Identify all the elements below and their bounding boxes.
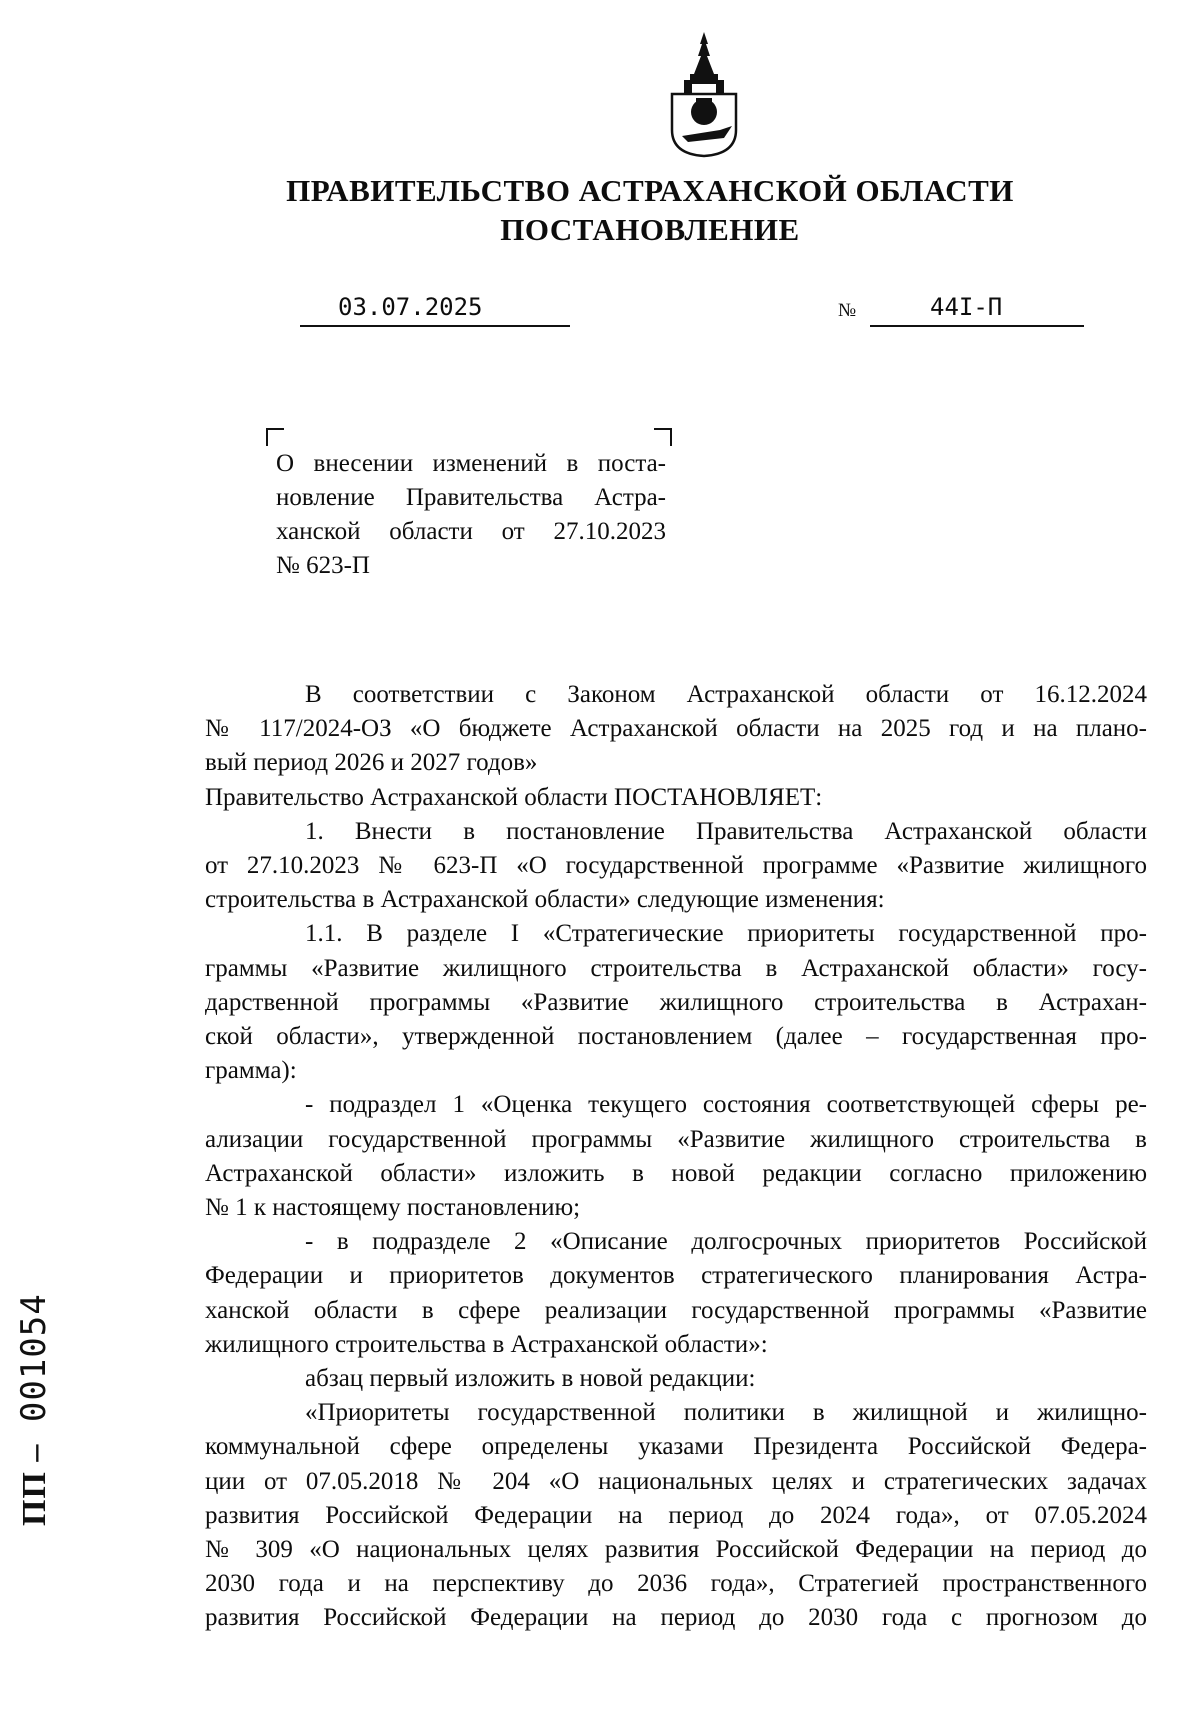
body-line: ализации государственной программы «Развитие жилищного строительства в bbox=[205, 1125, 1147, 1153]
body-line: - в подразделе 2 «Описание долгосрочных приоритетов Российской bbox=[305, 1228, 1147, 1256]
body-line: Правительство Астраханской области ПОСТАНОВЛЯЕТ: bbox=[205, 783, 823, 811]
coat-of-arms-icon bbox=[664, 30, 744, 158]
document-date: 03.07.2025 bbox=[338, 293, 483, 321]
document-type-title: ПОСТАНОВЛЕНИЕ bbox=[500, 212, 800, 247]
body-line: дарственной программы «Развитие жилищного строительства в Астрахан- bbox=[205, 988, 1147, 1016]
number-sign: № bbox=[838, 300, 857, 321]
document-body bbox=[205, 678, 1147, 1636]
body-line: грамма): bbox=[205, 1057, 297, 1085]
body-line: развития Российской Федерации на период до 2030 года с прогнозом до bbox=[205, 1604, 1147, 1632]
body-line: № 309 «О национальных целях развития Российской Федерации на период до bbox=[205, 1536, 1147, 1564]
body-line: № 117/2024-ОЗ «О бюджете Астраханской области на 2025 год и на плано- bbox=[205, 715, 1147, 743]
body-line: 1. Внести в постановление Правительства Астраханской области bbox=[305, 817, 1147, 845]
body-line: строительства в Астраханской области» следующие изменения: bbox=[205, 886, 885, 914]
subject-line: № 623-П bbox=[276, 552, 370, 579]
body-line: № 1 к настоящему постановлению; bbox=[205, 1194, 581, 1222]
body-line: вый период 2026 и 2027 годов» bbox=[205, 749, 538, 777]
subject-line: О внесении изменений в поста- bbox=[276, 450, 666, 477]
body-line: - подраздел 1 «Оценка текущего состояния соответствующей сферы ре- bbox=[305, 1091, 1147, 1119]
body-line: жилищного строительства в Астраханской области»: bbox=[205, 1330, 768, 1358]
document-number: 44I-П bbox=[930, 293, 1003, 321]
stamp-code: 001054 bbox=[14, 1293, 54, 1423]
body-line: коммунальной сфере определены указами Президента Российской Федера- bbox=[205, 1433, 1147, 1461]
body-line: 1.1. В разделе I «Стратегические приоритеты государственной про- bbox=[305, 920, 1147, 948]
side-registration-stamp bbox=[14, 1236, 54, 1526]
body-line: граммы «Развитие жилищного строительства в Астраханской области» госу- bbox=[205, 954, 1147, 982]
body-line: развития Российской Федерации на период до 2024 года», от 07.05.2024 bbox=[205, 1501, 1147, 1529]
body-line: ской области», утвержденной постановлением (далее – государственная про- bbox=[205, 1023, 1147, 1051]
body-line: абзац первый изложить в новой редакции: bbox=[305, 1365, 756, 1393]
document-subject bbox=[276, 447, 666, 583]
body-line: от 27.10.2023 № 623-П «О государственной программе «Развитие жилищного bbox=[205, 852, 1147, 880]
subject-line: ханской области от 27.10.2023 bbox=[276, 518, 666, 545]
body-line: В соответствии с Законом Астраханской области от 16.12.2024 bbox=[305, 681, 1147, 708]
body-line: ции от 07.05.2018 № 204 «О национальных целях и стратегических задачах bbox=[205, 1467, 1147, 1495]
body-line: Федерации и приоритетов документов стратегического планирования Астра- bbox=[205, 1262, 1147, 1290]
body-line: «Приоритеты государственной политики в жилищной и жилищно- bbox=[305, 1399, 1147, 1427]
subject-corner-right bbox=[654, 428, 672, 446]
authority-title: ПРАВИТЕЛЬСТВО АСТРАХАНСКОЙ ОБЛАСТИ bbox=[286, 173, 1014, 208]
body-line: ханской области в сфере реализации государственной программы «Развитие bbox=[205, 1296, 1147, 1324]
body-line: 2030 года и на перспективу до 2036 года», Стратегией пространственного bbox=[205, 1570, 1147, 1598]
subject-line: новление Правительства Астра- bbox=[276, 484, 666, 511]
stamp-prefix: ПП – bbox=[16, 1443, 53, 1526]
subject-corner-left bbox=[266, 428, 284, 446]
body-line: Астраханской области» изложить в новой редакции согласно приложению bbox=[205, 1159, 1147, 1187]
